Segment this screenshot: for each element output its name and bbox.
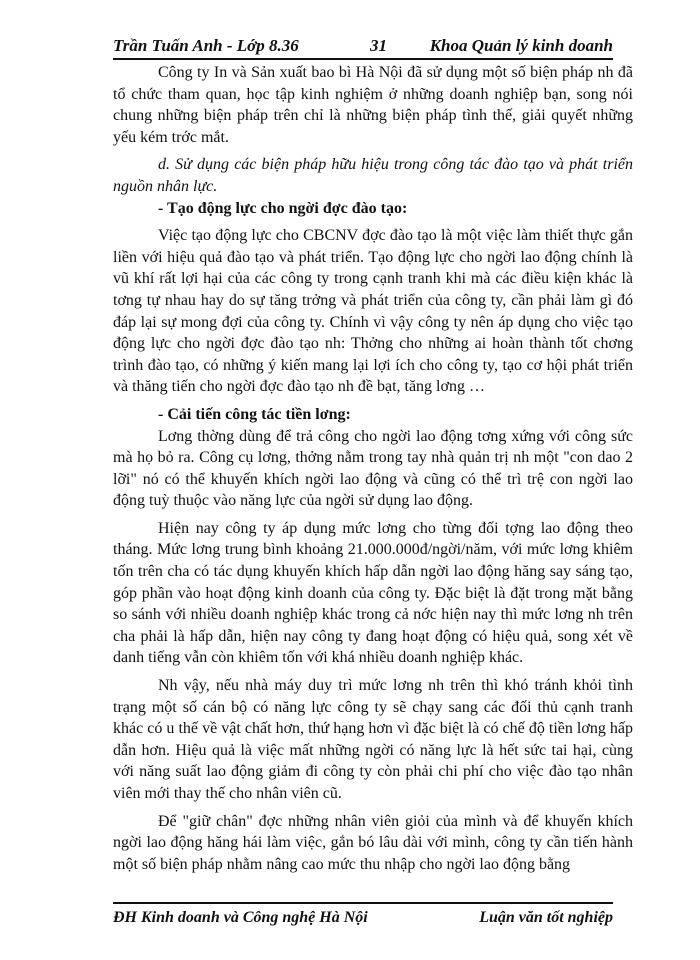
paragraph: Lơng thờng dùng để trả công cho ngời lao động tơng xứng với công sức mà họ bỏ ra. Công cụ lơng, thởng nằm trong tay nhà quản trị nh một "con dao 2 lỡi" nó có thể khuyến khích ngời lao động và cũng có thể trì trệ con ngời lao động tuỳ thuộc vào năng lực của ngời sử dụng lao động. <box>113 427 633 510</box>
subsection-heading: - Cải tiến công tác tiền lơng: <box>158 405 351 423</box>
page-header <box>113 30 613 60</box>
page-footer <box>113 902 613 930</box>
footer-thesis-label: Luận văn tốt nghiệp <box>479 909 613 926</box>
page-number: 31 <box>370 36 387 55</box>
header-department: Khoa Quản lý kinh doanh <box>429 36 613 55</box>
paragraph: Để "giữ chân" đợc những nhân viên giỏi của mình và để khuyến khích ngời lao động hăng hái làm việc, gắn bó lâu dài với mình, công ty cần tiến hành một số biện pháp nhằm nâng cao mức thu nhập cho ngời lao động bằng <box>113 812 633 873</box>
footer-university: ĐH Kinh doanh và Công nghệ Hà Nội <box>113 909 368 926</box>
subsection-heading: - Tạo động lực cho ngời đợc đào tạo: <box>158 199 408 217</box>
paragraph: Việc tạo động lực cho CBCNV đợc đào tạo là một việc làm thiết thực gắn liền với hiệu quả đào tạo và phát triển. Tạo động lực cho ngời lao động chính là vũ khí rất lợi hại của các công ty trong cạnh tranh khi mà các điều kiện khác là tơng tự nhau hay do sự tăng trởng và phát triển của công ty, cần phải làm gì đó đáp lại sự mong đợi của công ty. Chính vì vậy công ty nên áp dụng cho việc tạo động lực cho ngời đợc đào tạo nh: Thởng cho những ai hoàn thành tốt chơng trình đào tạo, có những ý kiến mang lại lợi ích cho công ty, tạo cơ hội phát triển và thăng tiến cho ngời đợc đào tạo nh đề bạt, tăng lơng … <box>113 227 633 396</box>
paragraph: Hiện nay công ty áp dụng mức lơng cho từng đối tợng lao động theo tháng. Mức lơng trung bình khoảng 21.000.000đ/ngời/năm, với mức lơng khiêm tốn trên cha có tác dụng khuyến khích hấp dẫn ngời lao động hăng say sáng tạo, góp phần vào hoạt động kinh doanh của công ty. Đặc biệt là đặt trong mặt bằng so sánh với nhiều doanh nghiệp khác trong cả nớc hiện nay thì mức lơng nh trên cha phải là hấp dẫn, hiện nay công ty đang hoạt động có hiệu quả, song xét về danh tiếng vẫn còn khiêm tốn với khá nhiều doanh nghiệp khác. <box>113 519 633 667</box>
document-body <box>113 62 633 875</box>
paragraph: Nh vậy, nếu nhà máy duy trì mức lơng nh trên thì khó tránh khỏi tình trạng một số cán bộ có năng lực công ty sẽ chạy sang các đối thủ cạnh tranh khác có u thế về vật chất hơn, thứ hạng hơn vì đặc biệt là có chế độ tiền lơng hấp dẫn hơn. Hiệu quả là việc mất những ngời có năng lực là hết sức tai hại, cùng với năng suất lao động giảm đi công ty còn phải chi phí cho việc đào tạo nhân viên mới thay thế cho nhân viên cũ. <box>113 677 633 802</box>
header-author: Trần Tuấn Anh - Lớp 8.36 <box>113 36 299 55</box>
section-heading: d. Sử dụng các biện pháp hữu hiệu trong công tác đào tạo và phát triển nguồn nhân lực. <box>113 156 633 195</box>
paragraph: Công ty In và Sản xuất bao bì Hà Nội đã sử dụng một số biện pháp nh đã tổ chức tham quan, học tập kinh nghiệm ở những doanh nghiệp bạn, song nói chung những biện pháp trên chỉ là những biện pháp tình thế, giải quyết những yếu kém trớc mắt. <box>113 64 633 146</box>
